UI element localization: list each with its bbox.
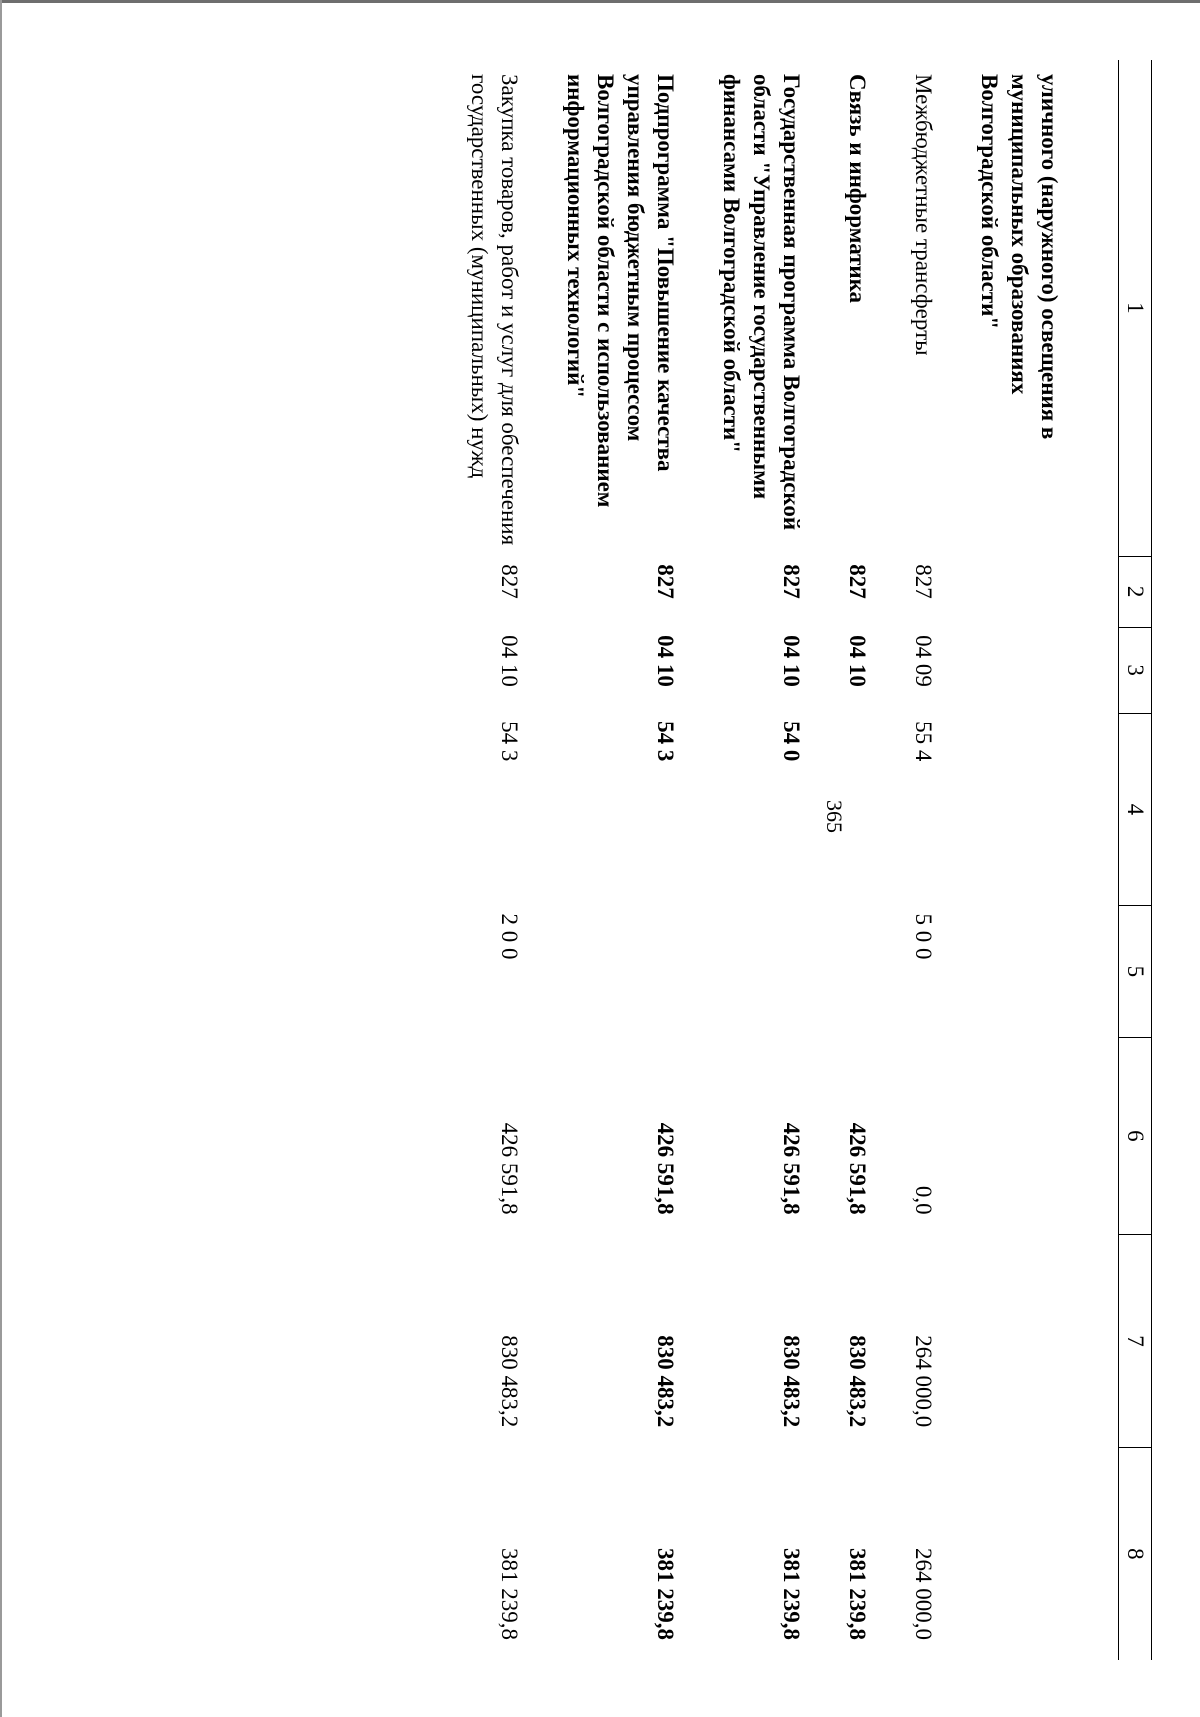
row-value-col6 [974, 1037, 1119, 1234]
row-value-col8: 381 239,8 [497, 1548, 522, 1640]
row-section-code: 04 10 [779, 635, 804, 687]
row-section-code [974, 627, 1119, 713]
row-target-article [974, 713, 1119, 905]
header-col-2: 2 [1119, 556, 1152, 627]
header-col-6: 6 [1119, 1037, 1152, 1234]
header-row [1119, 60, 1152, 1660]
row-ministry-code: 827 [911, 564, 936, 599]
table-row [560, 60, 716, 1660]
row-ministry-code [974, 556, 1119, 627]
row-description: Связь и информатика [845, 74, 870, 304]
row-section-code: 04 10 [653, 635, 678, 687]
row-expense-type: 2 0 0 [497, 913, 522, 960]
row-section-code: 04 10 [845, 635, 870, 687]
header-col-5: 5 [1119, 906, 1152, 1038]
row-value-col8: 381 239,8 [779, 1548, 804, 1640]
row-ministry-code: 827 [845, 564, 870, 599]
row-description: Государственная программа Волгоградской области "Управление государственными финансами Волгоградской области" [719, 74, 804, 531]
row-target-article: 54 3 [653, 721, 678, 762]
row-value-col6: 426 591,8 [779, 1122, 804, 1215]
page-number: 365 [822, 800, 847, 833]
table-row [974, 60, 1119, 1660]
row-description: Подпрограмма "Повышение качества управления бюджетным процессом Волгоградской области с использованием информационных технологий" [563, 74, 678, 508]
row-target-article: 54 3 [497, 721, 522, 762]
budget-table [464, 60, 1152, 1660]
table-row [842, 60, 908, 1660]
row-value-col7 [974, 1235, 1119, 1448]
row-ministry-code: 827 [653, 564, 678, 599]
header-col-1: 1 [1119, 60, 1152, 556]
row-description: Межбюджетные трансферты [911, 74, 936, 356]
row-value-col8: 264 000,0 [911, 1548, 936, 1640]
row-value-col6: 426 591,8 [653, 1122, 678, 1215]
row-value-col6: 0,0 [911, 1185, 936, 1215]
row-target-article: 55 4 [911, 721, 936, 762]
row-expense-type: 5 0 0 [911, 913, 936, 960]
header-col-8: 8 [1119, 1447, 1152, 1660]
row-value-col7: 264 000,0 [911, 1335, 936, 1428]
row-target-article: 54 0 [779, 721, 804, 762]
header-col-7: 7 [1119, 1235, 1152, 1448]
rotated-sheet [152, 30, 1152, 1690]
row-expense-type [974, 906, 1119, 1038]
row-section-code: 04 09 [911, 635, 936, 687]
row-description: Закупка товаров, работ и услуг для обеспечения государственных (муниципальных) нужд [467, 74, 522, 546]
row-value-col6: 426 591,8 [497, 1122, 522, 1215]
row-value-col7: 830 483,2 [653, 1335, 678, 1428]
table-row [908, 60, 974, 1660]
row-ministry-code: 827 [779, 564, 804, 599]
header-col-4: 4 [1119, 713, 1152, 905]
row-expense-type [842, 906, 908, 1038]
row-value-col8: 381 239,8 [845, 1548, 870, 1640]
row-section-code: 04 10 [497, 635, 522, 687]
row-expense-type [560, 906, 716, 1038]
table-row [716, 60, 842, 1660]
row-description: уличного (наружного) освещения в муниципальных образованиях Волгоградской области" [977, 74, 1062, 440]
header-col-3: 3 [1119, 627, 1152, 713]
row-value-col7: 830 483,2 [845, 1335, 870, 1428]
row-ministry-code: 827 [497, 564, 522, 599]
row-value-col7: 830 483,2 [779, 1335, 804, 1428]
row-target-article [842, 713, 908, 905]
row-value-col7: 830 483,2 [497, 1335, 522, 1428]
row-expense-type [716, 906, 842, 1038]
scan-edge [2, 0, 1200, 3]
row-value-col6: 426 591,8 [845, 1122, 870, 1215]
table-row [464, 60, 560, 1660]
row-value-col8: 381 239,8 [653, 1548, 678, 1640]
row-value-col8 [974, 1447, 1119, 1660]
